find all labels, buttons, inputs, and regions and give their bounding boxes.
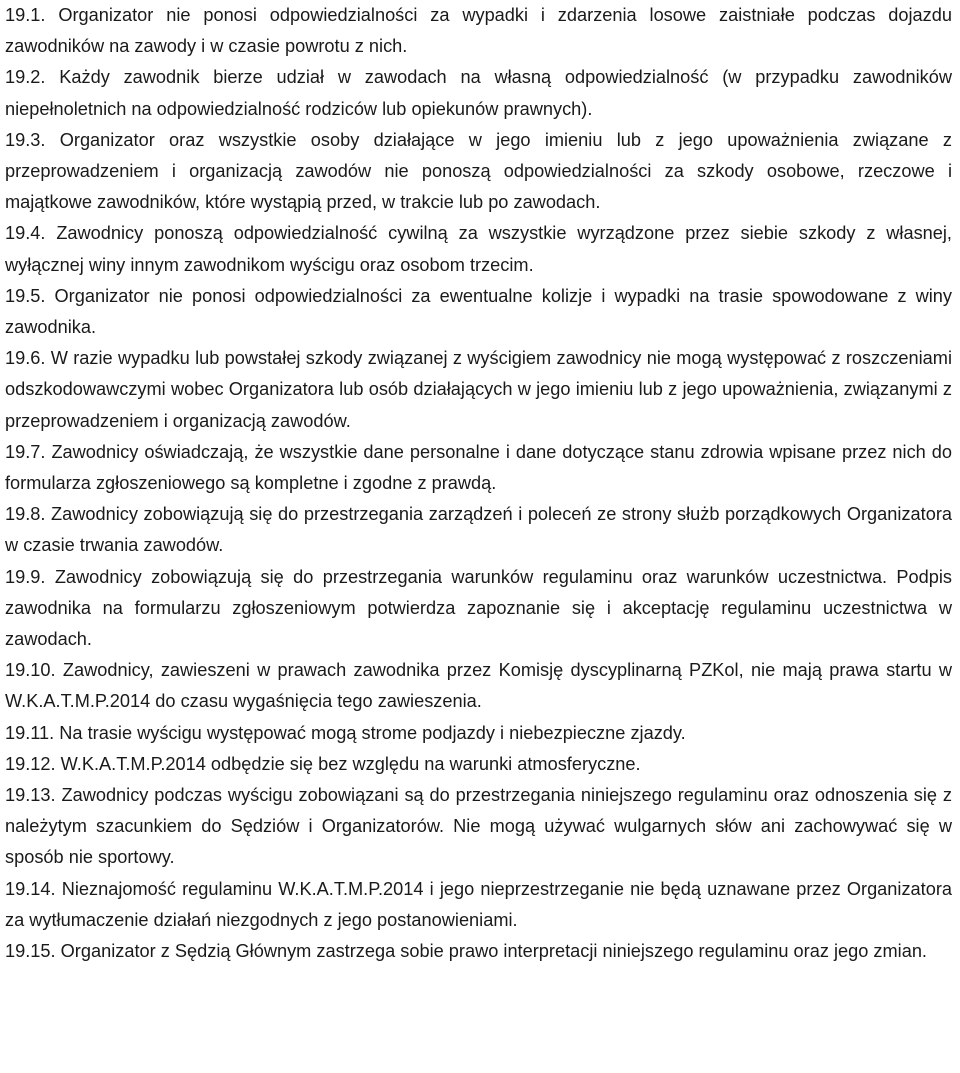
paragraph-number: 19.3. xyxy=(5,129,46,150)
paragraph-text: W.K.A.T.M.P.2014 odbędzie się bez względu na warunki atmosferyczne. xyxy=(60,753,641,774)
paragraph-number: 19.8. xyxy=(5,504,46,525)
paragraph-text: Zawodnicy zobowiązują się do przestrzegania warunków regulaminu oraz warunków uczestnictwa. Podpis zawodnika na formularzu zgłoszeniowym potwierdza zapoznanie się i akceptację regulaminu uczestnictwa w zawodach. xyxy=(5,566,952,650)
paragraph-text: Nieznajomość regulaminu W.K.A.T.M.P.2014 i jego nieprzestrzeganie nie będą uznawane przez Organizatora za wytłumaczenie działań niezgodnych z jego postanowieniami. xyxy=(5,878,952,930)
paragraph-number: 19.5. xyxy=(5,285,46,306)
paragraph-text: Organizator z Sędzią Głównym zastrzega sobie prawo interpretacji niniejszego regulaminu oraz jego zmian. xyxy=(60,941,927,962)
paragraph-number: 19.12. xyxy=(5,753,56,774)
paragraph-19-3 xyxy=(5,125,952,219)
paragraph-19-15 xyxy=(5,936,952,967)
paragraph-19-11 xyxy=(5,718,952,749)
paragraph-number: 19.7. xyxy=(5,441,46,462)
paragraph-19-4 xyxy=(5,218,952,280)
paragraph-number: 19.4. xyxy=(5,223,46,244)
paragraph-text: Organizator nie ponosi odpowiedzialności za wypadki i zdarzenia losowe zaistniałe podczas dojazdu zawodników na zawody i w czasie powrotu z nich. xyxy=(5,5,952,57)
paragraph-19-1 xyxy=(5,0,952,62)
paragraph-number: 19.13. xyxy=(5,785,56,806)
paragraph-number: 19.11. xyxy=(5,722,55,743)
paragraph-text: Zawodnicy zobowiązują się do przestrzegania zarządzeń i poleceń ze strony służb porządkowych Organizatora w czasie trwania zawodów. xyxy=(5,504,952,556)
paragraph-text: Zawodnicy oświadczają, że wszystkie dane personalne i dane dotyczące stanu zdrowia wpisane przez nich do formularza zgłoszeniowego są kompletne i zgodne z prawdą. xyxy=(5,441,952,494)
paragraph-text: Zawodnicy, zawieszeni w prawach zawodnika przez Komisję dyscyplinarną PZKol, nie mają prawa startu w W.K.A.T.M.P.2014 do czasu wygaśnięcia tego zawieszenia. xyxy=(5,660,952,712)
paragraph-19-9 xyxy=(5,562,952,656)
paragraph-text: Zawodnicy ponoszą odpowiedzialność cywilną za wszystkie wyrządzone przez siebie szkody z własnej, wyłącznej winy innym zawodnikom wyścigu oraz osobom trzecim. xyxy=(5,223,952,275)
paragraph-number: 19.6. xyxy=(5,348,46,369)
paragraph-19-8 xyxy=(5,499,952,561)
paragraph-number: 19.9. xyxy=(5,566,46,587)
paragraph-text: Zawodnicy podczas wyścigu zobowiązani są do przestrzegania niniejszego regulaminu oraz odnoszenia się z należytym szacunkiem do Sędziów i Organizatorów. Nie mogą używać wulgarnych słów ani zachowywać się w sposób nie sportowy. xyxy=(5,785,952,868)
paragraph-number: 19.10. xyxy=(5,660,56,681)
paragraph-text: Organizator nie ponosi odpowiedzialności za ewentualne kolizje i wypadki na trasie spowodowane z winy zawodnika. xyxy=(5,285,952,338)
paragraph-number: 19.2. xyxy=(5,67,46,88)
paragraph-19-2 xyxy=(5,62,952,124)
paragraph-19-5 xyxy=(5,281,952,343)
paragraph-text: W razie wypadku lub powstałej szkody związanej z wyścigiem zawodnicy nie mogą występować z roszczeniami odszkodowawczymi wobec Organizatora lub osób działających w jego imieniu lub z jego upoważnienia, związanymi z przeprowadzeniem i organizacją zawodów. xyxy=(5,348,952,431)
paragraph-19-6 xyxy=(5,343,952,437)
paragraph-number: 19.1. xyxy=(5,5,46,25)
paragraph-text: Na trasie wyścigu występować mogą strome podjazdy i niebezpieczne zjazdy. xyxy=(59,722,686,743)
paragraph-text: Organizator oraz wszystkie osoby działające w jego imieniu lub z jego upoważnienia związane z przeprowadzeniem i organizacją zawodów nie ponoszą odpowiedzialności za szkody osobowe, rzeczowe i majątkowe zawodników, które wystąpią przed, w trakcie lub po zawodach. xyxy=(5,129,952,213)
paragraph-19-10 xyxy=(5,655,952,717)
paragraph-number: 19.14. xyxy=(5,878,56,899)
paragraph-19-12 xyxy=(5,749,952,780)
paragraph-19-7 xyxy=(5,437,952,499)
paragraph-19-13 xyxy=(5,780,952,874)
paragraph-text: Każdy zawodnik bierze udział w zawodach na własną odpowiedzialność (w przypadku zawodników niepełnoletnich na odpowiedzialność rodziców lub opiekunów prawnych). xyxy=(5,67,952,119)
paragraph-number: 19.15. xyxy=(5,941,56,962)
paragraph-19-14 xyxy=(5,874,952,936)
